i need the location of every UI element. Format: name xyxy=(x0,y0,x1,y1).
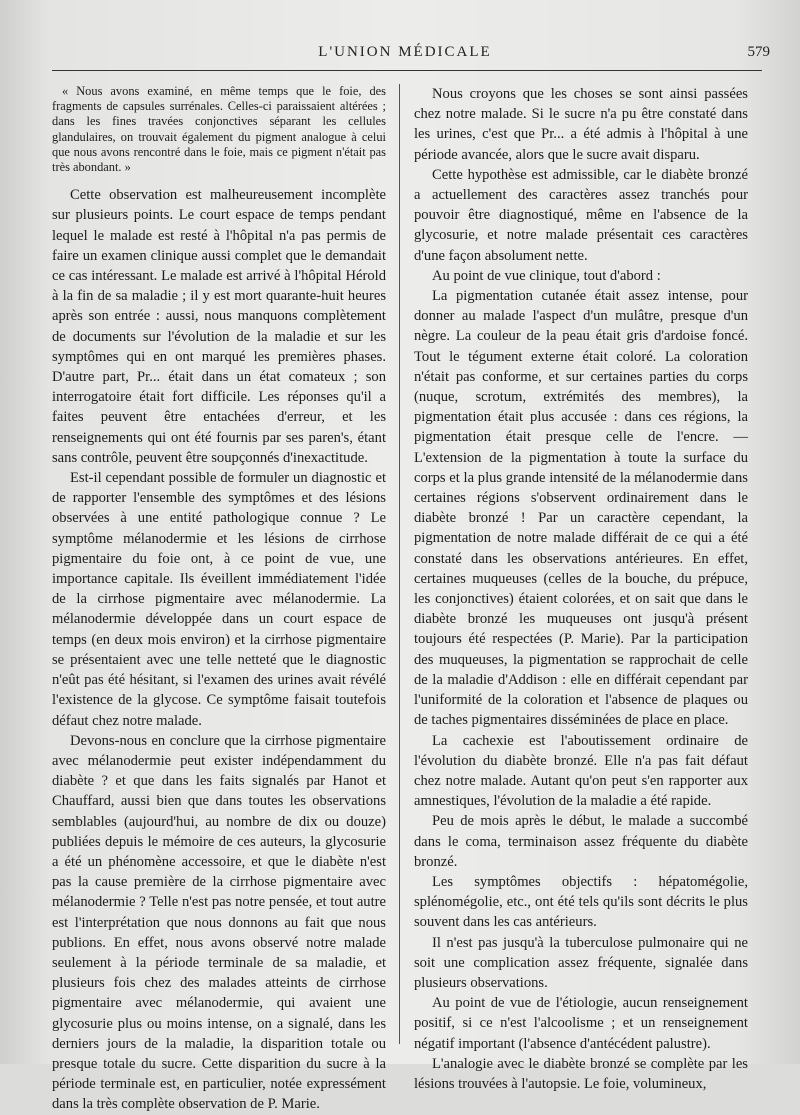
paragraph: Au point de vue de l'étiologie, aucun renseignement positif, si ce n'est l'alcoolisme ; et un renseignement négatif important (l'absence d'antécédent palustre). xyxy=(414,995,748,1052)
page-number: 579 xyxy=(747,44,770,60)
paragraph: L'analogie avec le diabète bronzé se complète par les lésions trouvées à l'autopsie. Le foie, volumineux, xyxy=(414,1055,748,1092)
page-header xyxy=(40,44,770,66)
paragraph: Il n'est pas jusqu'à la tuberculose pulmonaire qui ne soit une complication assez fréquente, signalée dans plusieurs observations. xyxy=(414,934,748,991)
block-quote: « Nous avons examiné, en même temps que le foie, des fragments de capsules surrénales. Celles-ci paraissaient altérées ; dans les fines travées conjonctives séparant les cellules glandulaires, on trouvait également du pigment analogue à celui que nous avons rencontré dans le foie, mais ce pigment n'était pas très abondant. » xyxy=(52,84,386,175)
paragraph: La pigmentation cutanée était assez intense, pour donner au malade l'aspect d'un mulâtre, presque d'un nègre. La couleur de la peau était gris d'ardoise foncé. Tout le tégument externe était coloré. La coloration n'était pas conforme, et sur certaines parties du corps (nuque, scrotum, extrémités des membres), la pigmentation était plus accusée : dans ces régions, la pigmentation était presque celle de l'encre. — L'extension de la pigmentation à toute la surface du corps et la plus grande intensité de la mélanodermie dans certaines régions s'observent ordinairement dans le diabète bronzé ! Par un caractère cependant, la pigmentation de notre malade différait de ce qui a été constaté dans les observations antérieures. En effet, certaines muqueuses (celles de la bouche, du prépuce, les conjonctives) étaient colorées, et on sait que dans le diabète bronzé les muqueuses ont jusqu'à présent toujours été respectées (P. Marie). Par la participation des muqueuses, la pigmentation se rapprochait de celle de la maladie d'Addison : elle en différait cependant par l'uniformité de la coloration et l'absence de plaques ou de taches pigmentaires disséminées de place en place. xyxy=(414,288,748,729)
paragraph: Est-il cependant possible de formuler un diagnostic et de rapporter l'ensemble des symptômes et des lésions observées à une entité pathologique connue ? Le symptôme mélanodermie et les lésions de cirrhose pigmentaire du foie ont, à ce point de vue, une importance capitale. Ils éveillent immédiatement l'idée de la cirrhose pigmentaire avec mélanodermie. La mélanodermie développée dans un court espace de temps (en deux mois environ) et la cirrhose pigmentaire se présentaient avec une telle netteté que le diagnostic n'eût pas été hésitant, si l'examen des urines avait révélé l'existence de la glycose. Ce symptôme faisait toutefois défaut chez notre malade. xyxy=(52,470,386,729)
paragraph: La cachexie est l'aboutissement ordinaire de l'évolution du diabète bronzé. Elle n'a pas fait défaut chez notre malade. Autant qu'on peut s'en rapporter aux amnestiques, l'évolution de la maladie a été rapide. xyxy=(414,732,748,810)
paragraph: Nous croyons que les choses se sont ainsi passées chez notre malade. Si le sucre n'a pu être constaté dans les urines, c'est que Pr... a été admis à l'hôpital à une période avancée, alors que le sucre avait disparu. xyxy=(414,86,748,163)
column-divider xyxy=(399,84,400,1044)
running-title: L'UNION MÉDICALE xyxy=(318,44,492,60)
paragraph: Cette observation est malheureusement incomplète sur plusieurs points. Le court espace de temps pendant lequel le malade est resté à l'hôpital n'a pas permis de faire un examen clinique aussi complet que le demandait ce cas intéressant. Le malade est arrivé à l'hôpital Hérold à la fin de sa maladie ; il y est mort quarante-huit heures après son entrée : aussi, nous manquons complètement de documents sur l'évolution de la maladie et sur les symptômes qui en ont marqué les premières phases. D'autre part, Pr... était dans un état comateux ; son interrogatoire était fort difficile. Les réponses qu'il a faites peuvent être entachées d'erreur, et les renseignements qui ont été fournis par ses paren's, étant sans contrôle, peuvent être soupçonnés d'inexactitude. xyxy=(52,187,386,466)
paragraph: Devons-nous en conclure que la cirrhose pigmentaire avec mélanodermie peut exister indépendamment du diabète ? et que dans les faits signalés par Hanot et Chauffard, aussi bien que dans toutes les observations semblables (aujourd'hui, au nombre de dix ou douze) publiées depuis le mémoire de ces auteurs, la glycosurie a été un phénomène accessoire, et que le diabète n'est pas la cause première de la cirrhose pigmentaire avec mélanodermie ? Telle n'est pas notre pensée, et tout autre est l'interprétation que nous donnons au fait que nous publions. En effet, nous avons observé notre malade seulement à la période terminale de sa maladie, et plusieurs fois chez des malades atteints de cirrhose pigmentaire avec mélanodermie, qui avaient une glycosurie plus ou moins intense, on a signalé, dans les derniers jours de la maladie, la disparition totale ou presque totale du sucre. Cette disparition du sucre à la période terminale est, en particulier, notée expressément dans la très complète observation de P. Marie. xyxy=(52,732,386,1113)
paragraph: Au point de vue clinique, tout d'abord : xyxy=(432,267,661,284)
paragraph: Peu de mois après le début, le malade a succombé dans le coma, terminaison assez fréquente du diabète bronzé. xyxy=(414,813,748,870)
paragraph: Les symptômes objectifs : hépatomégolie, splénomégolie, etc., ont été tels qu'ils sont décrits le plus souvent dans les cas antérieurs. xyxy=(414,873,748,931)
left-column xyxy=(52,84,386,1115)
right-column xyxy=(414,84,748,1094)
paragraph: Cette hypothèse est admissible, car le diabète bronzé a actuellement des caractères assez tranchés pour pouvoir être diagnostiqué, même en l'absence de la glycosurie, et notre malade présentait ces caractères d'une façon absolument nette. xyxy=(414,166,748,264)
header-rule xyxy=(52,70,762,71)
